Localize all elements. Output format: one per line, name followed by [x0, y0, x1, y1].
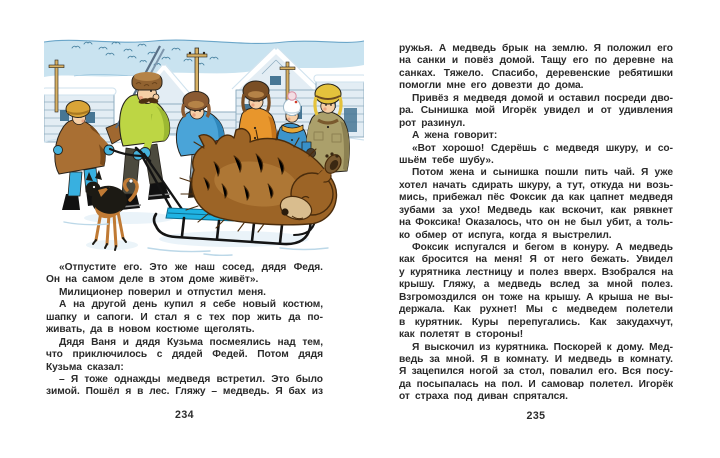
- text-line: Привёз я медведя домой и оставил посреди дво-: [412, 92, 673, 104]
- text-line: ружья. А медведь брык на землю. Я положил его: [399, 43, 673, 54]
- text-line: от страха под диван спрятался.: [399, 391, 568, 403]
- text-line: А жена говорит:: [412, 130, 498, 142]
- right-page-number: 235: [526, 410, 546, 422]
- text-line: как бросится на меня! Я от него бежать. Увидел: [399, 254, 673, 266]
- text-line: санках. Тяжело. Спасибо, деревенские ребятишки: [399, 67, 673, 79]
- text-line: хотел начать сдирать шкуру, а тут, откуда ни возь-: [399, 179, 673, 191]
- text-line: Я выскочил из курятника. Поскорей к дому. Мед-: [412, 341, 673, 353]
- text-line: крышу. Гляжу, а медведь вслед за мной полез.: [399, 279, 673, 291]
- book-illustration: [44, 32, 364, 260]
- text-line: шьём тебе шубу».: [399, 154, 494, 166]
- text-line: живать, да в новом костюме щеголять.: [46, 324, 255, 336]
- text-line: «Отпустите его. Это же наш сосед, дядя Федя.: [59, 262, 323, 273]
- text-line: зубами за ухо! Медведь как вскочит, как рявкнет: [399, 204, 673, 216]
- text-line: мись, прибежал пёс Фоксик да как цапнет медведя: [399, 192, 673, 204]
- left-page-text: [46, 262, 323, 399]
- text-line: шапку и сапоги. И стал я с тех пор жить да по-: [46, 311, 323, 323]
- dog: [86, 170, 138, 250]
- text-line: Я зацепился ногой за стол, повалил его. Вся посу-: [399, 366, 673, 378]
- text-line: как полетят в стороны!: [399, 329, 524, 341]
- text-line: Фоксик испугался и бегом в конуру. А медведь: [412, 242, 673, 253]
- text-line: Кузьма сказал:: [46, 361, 124, 373]
- text-line: что приключилось с дядей Федей. Потом дядя: [46, 349, 323, 361]
- text-line: – Я тоже однажды медведя встретил. Это было: [59, 373, 323, 385]
- text-line: Потом жена и сынишка пошли пить чай. Я уже: [412, 167, 673, 179]
- text-line: Взгромоздился он тоже на крышу. А крыша не вы-: [399, 291, 673, 303]
- right-page-text: [399, 43, 673, 404]
- text-line: на Фоксика! Оказалось, что он не был убит, а толь-: [399, 217, 673, 229]
- text-line: зимой. Пошёл я в лес. Гляжу – медведь. Я бах из: [46, 386, 323, 398]
- text-line: держала. Как рухнет! Мы с медведем полетели: [399, 304, 673, 316]
- text-line: Милиционер поверил и отпустил меня.: [59, 286, 266, 298]
- text-line: да посыпалась на пол. И самовар полетел. Игорёк: [399, 378, 673, 390]
- text-line: помогли мне его довезти до дома.: [399, 80, 584, 92]
- text-line: ведь за мной. Я в комнату. И медведь в комнату.: [399, 353, 673, 365]
- text-line: рот разинул.: [399, 117, 466, 129]
- text-line: Дядя Ваня и дядя Кузьма посмеялись над тем,: [59, 336, 323, 348]
- left-page-number: 234: [175, 409, 194, 421]
- text-line: на санки и повёз домой. Тащу его по деревне на: [399, 55, 673, 67]
- sky-band: [44, 40, 364, 77]
- text-line: А на другой день купил я себе новый костюм,: [59, 299, 323, 311]
- text-line: ра. Сынишка мой Игорёк увидел и от удивления: [399, 105, 673, 117]
- text-line: ко обмер от испуга, когда я выстрелил.: [399, 229, 612, 241]
- text-line: в курятник. Куры перепугались. Как закудахчут,: [399, 316, 673, 328]
- text-line: Он на самом деле в этом доме живёт».: [46, 274, 259, 286]
- text-line: у курятника лестницу и полез вверх. Взобрался на: [399, 266, 673, 278]
- text-line: «Вот хорошо! Сдерёшь с медведя шкуру, и со-: [412, 142, 673, 154]
